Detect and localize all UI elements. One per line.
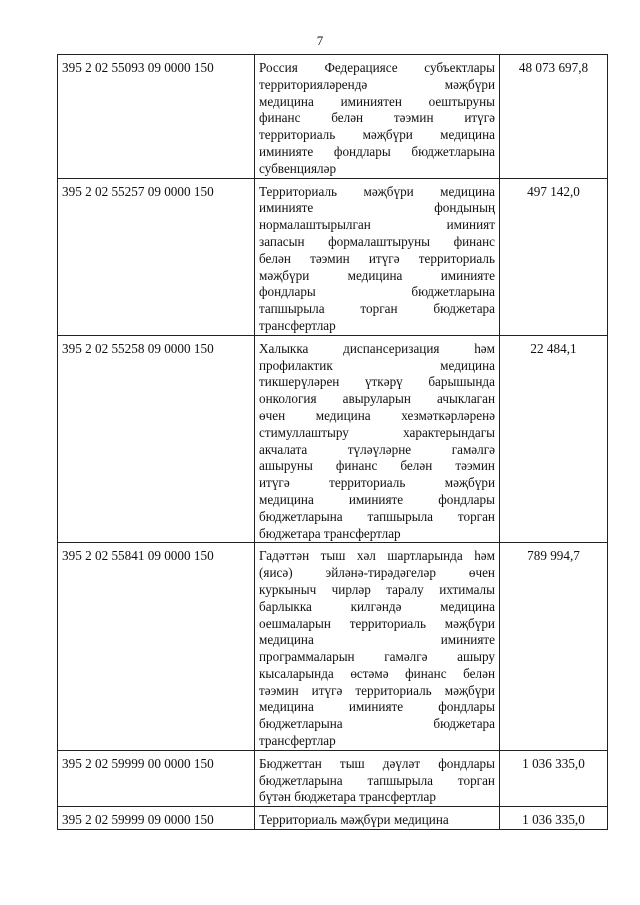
- table-row: [58, 335, 608, 543]
- description-line: бюджетларына бюджетара: [259, 716, 495, 732]
- description-cell: [255, 750, 500, 806]
- description-line: оешмаларын территориаль мәҗбүри: [259, 615, 495, 631]
- description-line: белән тәэмин итүгә территориаль: [259, 250, 495, 266]
- description-line: акчалата түләүләрне гамәлгә: [259, 441, 495, 457]
- description-line: кысаларында өстәмә финанс белән: [259, 665, 495, 681]
- description-line: бюджетара трансфертлар: [259, 525, 401, 541]
- description-line: стимуллаштыру характерындагы: [259, 424, 495, 440]
- description-line: медицина иминияте: [259, 632, 495, 648]
- description-line: барлыкка килгәндә медицина: [259, 598, 495, 614]
- description-line: субвенцияләр: [259, 160, 337, 176]
- amount-cell: 48 073 697,8: [500, 55, 608, 179]
- description-line: Гадәттән тыш хәл шартларында һәм: [259, 548, 495, 564]
- description-line: итүгә территориаль мәҗбүри: [259, 475, 495, 491]
- description-cell: [255, 178, 500, 335]
- description-line: нормалаштырылган иминият: [259, 217, 495, 233]
- table-row: [58, 750, 608, 806]
- description-line: финанс белән тәэмин итүгә: [259, 110, 495, 126]
- description-line: территорияләрендә мәҗбүри: [259, 76, 495, 92]
- description-line: тапшырыла торган бюджетара: [259, 301, 495, 317]
- description-cell: [255, 543, 500, 751]
- description-cell: [255, 335, 500, 543]
- description-line: Территориаль мәҗбүри медицина: [259, 183, 495, 199]
- description-line: Бюджеттан тыш дәүләт фондлары: [259, 755, 495, 771]
- budget-code-cell: 395 2 02 59999 00 0000 150: [58, 750, 255, 806]
- description-line: Россия Федерациясе субъектлары: [259, 60, 495, 75]
- description-line: трансфертлар: [259, 733, 336, 749]
- description-line: территориаль мәҗбүри медицина: [259, 127, 495, 143]
- description-line: запасын формалаштыруны финанс: [259, 233, 495, 249]
- amount-cell: 22 484,1: [500, 335, 608, 543]
- budget-code-cell: 395 2 02 55257 09 0000 150: [58, 178, 255, 335]
- description-line: ашыруны финанс белән тәэмин: [259, 458, 495, 474]
- description-line: мәҗбүри медицина иминияте: [259, 267, 495, 283]
- table-row: [58, 807, 608, 830]
- description-line: (яисә) эйләнә-тирәдәгеләр өчен: [259, 565, 495, 581]
- description-line: Территориаль мәҗбүри медицина: [259, 812, 449, 828]
- budget-code-cell: 395 2 02 55841 09 0000 150: [58, 543, 255, 751]
- description-line: бюджетларына тапшырыла торган: [259, 772, 495, 788]
- description-line: бүтән бюджетара трансфертлар: [259, 789, 436, 805]
- budget-code-cell: 395 2 02 55093 09 0000 150: [58, 55, 255, 179]
- description-line: медицина иминияте фондлары: [259, 699, 495, 715]
- amount-cell: 1 036 335,0: [500, 807, 608, 830]
- description-line: тәэмин итүгә территориаль мәҗбүри: [259, 682, 495, 698]
- budget-code-cell: 395 2 02 55258 09 0000 150: [58, 335, 255, 543]
- description-line: өчен медицина хезмәткәрләренә: [259, 407, 495, 423]
- description-line: куркыныч чирләр таралу ихтималы: [259, 581, 495, 597]
- budget-table: [57, 54, 608, 830]
- description-line: иминияте фондының: [259, 200, 495, 216]
- description-line: трансфертлар: [259, 317, 336, 333]
- description-cell: [255, 807, 500, 830]
- description-line: Халыкка диспансеризация һәм: [259, 340, 495, 356]
- description-line: онкология авыруларын ачыклаган: [259, 391, 495, 407]
- description-cell: [255, 55, 500, 179]
- description-line: медицина иминиятен оештыруны: [259, 93, 495, 109]
- description-line: тикшерүләрен үткәрү барышында: [259, 374, 495, 390]
- description-line: профилактик медицина: [259, 357, 495, 373]
- amount-cell: 1 036 335,0: [500, 750, 608, 806]
- page-number: 7: [316, 33, 324, 48]
- description-line: программаларын гамәлгә ашыру: [259, 649, 495, 665]
- table-row: [58, 55, 608, 179]
- table-row: [58, 543, 608, 751]
- amount-cell: 497 142,0: [500, 178, 608, 335]
- description-line: бюджетларына тапшырыла торган: [259, 508, 495, 524]
- table-row: [58, 178, 608, 335]
- budget-code-cell: 395 2 02 59999 09 0000 150: [58, 807, 255, 830]
- amount-cell: 789 994,7: [500, 543, 608, 751]
- description-line: фондлары бюджетларына: [259, 284, 495, 300]
- description-line: медицина иминияте фондлары: [259, 491, 495, 507]
- description-line: иминияте фондлары бюджетларына: [259, 143, 495, 159]
